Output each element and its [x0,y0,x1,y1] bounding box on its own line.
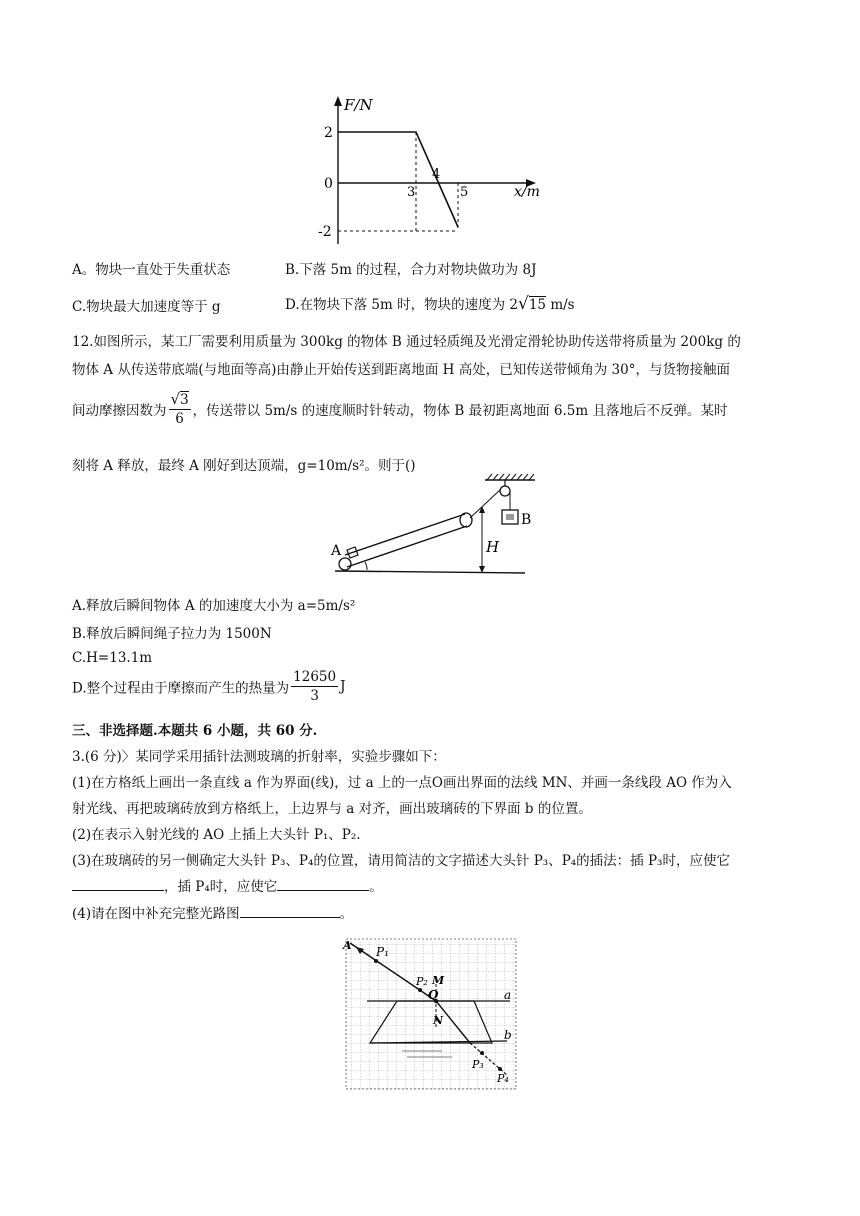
label-a: a [504,988,512,1002]
q12-line4: 刻将 A 释放，最终 A 刚好到达顶端，g=10m/s²。则于() [72,458,416,474]
q13-intro: 3.(6 分)〉某同学采用插针法测玻璃的折射率，实验步骤如下： [72,749,446,765]
q11-option-c: C.物块最大加速度等于 g [72,299,221,315]
q12-option-a: A.释放后瞬间物体 A 的加速度大小为 a=5m/s² [72,598,356,614]
heat-denominator: 3 [310,688,319,704]
q13-step4-text: (4)请在图中补充完整光路图 [72,906,240,922]
label-pin-a: A [343,939,352,952]
label-b: b [504,1028,512,1042]
x-tick-4: 4 [432,167,441,182]
q11-option-b: B.下落 5m 的过程，合力对物块做功为 8J [285,262,537,278]
q12-line1: 12.如图所示，某工厂需要利用质量为 300kg 的物体 B 通过轻质绳及光滑定滑轮协助传送带将质量为 200kg 的 [72,334,741,350]
x-tick-5: 5 [460,185,469,200]
q13-step3-line2 [72,875,383,895]
answer-blank-p4[interactable] [277,878,369,891]
section-heading: 三、非选择题.本题共 6 小题，共 60 分. [72,723,318,739]
y-tick-neg2: -2 [318,224,332,240]
q12-option-b: B.释放后瞬间绳子拉力为 1500N [72,626,272,642]
label-block-a: A [331,543,342,559]
mu-fraction: $\frac{√3}{6}$ [170,390,189,427]
q11-option-a: A。物块一直处于失重状态 [72,262,231,278]
answer-blank-diagram[interactable] [240,905,340,918]
heat-fraction [291,668,338,705]
x-axis-label: x/m [514,184,540,200]
heat-numerator: 12650 [293,669,337,685]
label-p3: P₃ [472,1058,484,1071]
label-height-h: H [486,538,500,556]
q11-option-d-unit: m/s [550,297,575,313]
q13-step4 [72,902,353,922]
q12-option-d [72,668,346,705]
mu-denominator: 6 [175,411,184,427]
q12-mu-suffix: ，传送带以 5m/s 的速度顺时针转动，物体 B 最初距离地面 6.5m 且落地后不反弹。某时 [192,403,728,419]
q12-line2: 物体 A 从传送带底端(与地面等高)由静止开始传送到距离地面 H 高处，已知传送带倾角为 30°，与货物接触面 [72,362,730,378]
q12-line3 [72,390,727,428]
q11-option-d-text: D.在物块下落 5m 时，物块的速度为 2 [285,297,518,313]
label-n: N [433,1014,444,1027]
label-block-b: B [521,512,532,528]
q12-option-d-unit: J [340,678,346,695]
label-p1: P₁ [376,945,389,959]
q13-step3-mid: ，插 P₄时，应使它 [164,879,278,895]
q13-step4-end: 。 [339,906,354,922]
q13-step2: (2)在表示入射光线的 AO 上插上大头针 P₁、P₂. [72,827,361,843]
q13-step1-line2: 射光线、再把玻璃砖放到方格纸上，上边界与 a 对齐，画出玻璃砖的下界面 b 的位置。 [72,801,592,817]
conveyor-belt-figure [325,472,535,582]
q12-mu-prefix: 间动摩擦因数为 [72,403,167,419]
label-m: M [432,974,445,987]
mu-numerator: 3 [180,392,189,408]
q11-option-d-radicand: 15 [528,297,547,313]
label-p2: P₂ [416,975,428,988]
y-tick-2: 2 [324,125,333,141]
answer-blank-p3[interactable] [72,878,164,891]
q13-step3-end: 。 [369,879,383,895]
q11-option-d: D.在物块下落 5m 时，物块的速度为 2√15 m/s [285,294,575,314]
x-tick-3: 3 [407,185,416,200]
force-displacement-graph [300,92,560,252]
label-p4: P₄ [497,1072,509,1085]
q13-step1-line1: (1)在方格纸上画出一条直线 a 作为界面(线)，过 a 上的一点O画出界面的法线 MN、并画一条线段 AO 作为入 [72,775,732,791]
refraction-grid-figure [342,935,522,1093]
q12-option-d-text: D.整个过程由于摩擦而产生的热量为 [72,680,290,697]
q12-option-c: C.H=13.1m [72,650,153,666]
y-tick-0: 0 [324,176,333,192]
y-axis-label: F/N [344,96,373,114]
q13-step3-line1: (3)在玻璃砖的另一侧确定大头针 P₃、P₄的位置，请用简洁的文字描述大头针 P₃、P₄的插法：插 P₃时，应使它 [72,853,730,869]
label-o: O [428,988,439,1002]
